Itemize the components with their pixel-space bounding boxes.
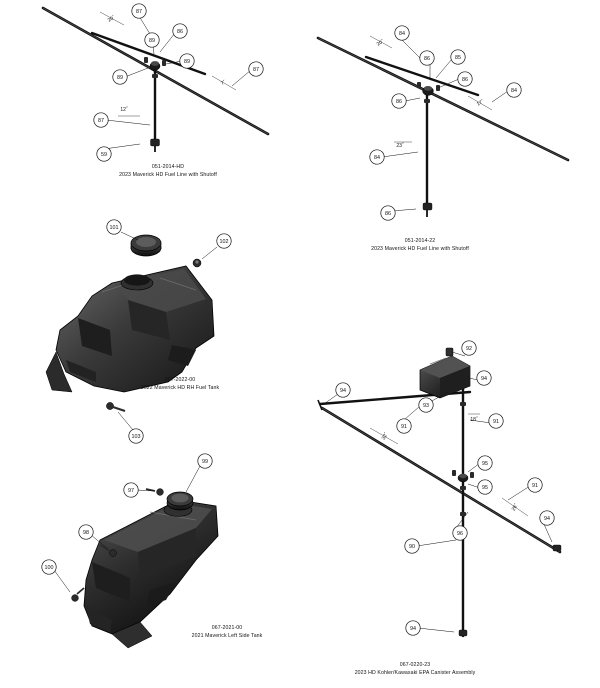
balloon-label: 87 <box>98 118 104 124</box>
balloon-90 <box>405 539 419 553</box>
balloon-label: 89 <box>149 38 155 44</box>
screw-part-100 <box>72 588 84 601</box>
assembly-epa-canister-graphic <box>318 348 561 636</box>
balloon-94 <box>336 383 350 397</box>
balloon-label: 91 <box>532 483 538 489</box>
balloon-label: 94 <box>544 516 550 522</box>
balloon-97 <box>124 483 138 497</box>
balloon-label: 99 <box>202 459 208 465</box>
balloon-86 <box>381 206 395 220</box>
balloon-label: 85 <box>455 55 461 61</box>
balloon-label: 96 <box>457 531 463 537</box>
balloon-87 <box>132 4 146 18</box>
part-title: 2023 Maverick HD Fuel Line with Shutoff <box>371 245 469 252</box>
balloon-98 <box>79 525 93 539</box>
fuel-cap-part <box>131 235 161 256</box>
balloon-label: 94 <box>340 388 346 394</box>
part-title: 2023 Maverick HD Fuel Line with Shutoff <box>119 171 217 178</box>
balloon-94 <box>477 371 491 385</box>
caption-epa-canister-assembly <box>335 662 495 677</box>
dimension-label: 20˝ <box>375 38 386 48</box>
dimension-label: 12˝ <box>120 107 128 113</box>
balloon-label: 84 <box>399 31 405 37</box>
caption-rh-fuel-tank <box>120 377 240 392</box>
balloon-86 <box>173 24 187 38</box>
part-number: 067-0220-23 <box>399 662 431 668</box>
balloon-95 <box>478 480 492 494</box>
balloon-label: 92 <box>466 346 472 352</box>
balloon-label: 86 <box>396 99 402 105</box>
balloon-87 <box>249 62 263 76</box>
assembly-fuel-line-hd-shutoff-2-graphic <box>318 36 568 217</box>
balloon-label: 95 <box>482 461 488 467</box>
balloon-label: 86 <box>177 29 183 35</box>
balloon-101 <box>107 220 121 234</box>
assembly-fuel-line-hd-shutoff-1-graphic <box>43 8 268 152</box>
balloon-91 <box>528 478 542 492</box>
part-number: 051-2014-HD <box>151 164 185 170</box>
part-title: 2021 Maverick Left Side Tank <box>191 632 263 639</box>
balloon-86 <box>420 51 434 65</box>
balloon-label: 59 <box>101 152 107 158</box>
caption-fuel-line-hd-shutoff-2 <box>360 238 480 253</box>
part-title: 2023 HD Kohler/Kawasaki EPA Canister Assembly <box>354 669 476 676</box>
balloon-label: 89 <box>117 75 123 81</box>
balloon-label: 86 <box>424 56 430 62</box>
balloon-label: 97 <box>128 488 134 494</box>
balloon-label: 103 <box>131 434 141 440</box>
balloon-91 <box>489 414 503 428</box>
balloon-89 <box>113 70 127 84</box>
balloon-89 <box>180 54 194 68</box>
screw-part-102 <box>193 259 201 267</box>
balloon-label: 94 <box>410 626 416 632</box>
balloon-label: 91 <box>401 424 407 430</box>
balloon-label: 90 <box>409 544 415 550</box>
bolt-part-103 <box>106 402 125 411</box>
balloon-label: 101 <box>109 225 119 231</box>
balloon-label: 94 <box>481 376 487 382</box>
dimension-label: 20˝ <box>106 14 117 24</box>
dimension-label: 26˝ <box>510 502 520 513</box>
balloon-label: 89 <box>184 59 190 65</box>
balloon-93 <box>419 398 433 412</box>
balloon-label: 93 <box>423 403 429 409</box>
dimension-label: 7˝ <box>219 79 227 87</box>
balloon-label: 98 <box>83 530 89 536</box>
dimension-label: 32˝ <box>380 431 390 442</box>
balloon-92 <box>462 341 476 355</box>
balloon-84 <box>370 150 384 164</box>
balloon-label: 91 <box>493 419 499 425</box>
dimension-label: 17˝ <box>475 98 486 108</box>
assembly-rh-fuel-tank-graphic <box>46 232 217 430</box>
left-tank-cap-part <box>167 492 193 510</box>
part-title: 2022 Maverick HD RH Fuel Tank <box>140 384 220 391</box>
balloon-102 <box>217 234 231 248</box>
part-number: 067-2022-00 <box>164 377 196 383</box>
balloon-label: 102 <box>219 239 229 245</box>
balloon-86 <box>392 94 406 108</box>
balloon-85 <box>451 50 465 64</box>
balloon-84 <box>395 26 409 40</box>
dimension-label: 18˝ <box>470 417 478 423</box>
balloon-label: 100 <box>44 565 54 571</box>
balloon-99 <box>198 454 212 468</box>
balloon-91 <box>397 419 411 433</box>
balloon-label: 87 <box>253 67 259 73</box>
balloon-96 <box>453 526 467 540</box>
balloon-100 <box>42 560 56 574</box>
balloon-label: 84 <box>511 88 517 94</box>
part-number: 067-2021-00 <box>211 625 243 631</box>
balloon-95 <box>478 456 492 470</box>
balloon-84 <box>507 83 521 97</box>
balloon-94 <box>406 621 420 635</box>
balloon-103 <box>129 429 143 443</box>
caption-left-side-tank <box>167 625 287 640</box>
dimension-label: 23˝ <box>396 143 404 149</box>
balloon-89 <box>145 33 159 47</box>
balloon-label: 87 <box>136 9 142 15</box>
balloon-label: 84 <box>374 155 380 161</box>
balloon-86 <box>458 72 472 86</box>
balloon-label: 86 <box>385 211 391 217</box>
balloon-87 <box>94 113 108 127</box>
caption-fuel-line-hd-shutoff-1 <box>108 164 228 179</box>
screw-part-97 <box>146 489 163 496</box>
balloon-label: 95 <box>482 485 488 491</box>
balloon-94 <box>540 511 554 525</box>
balloon-label: 86 <box>462 77 468 83</box>
balloon-59 <box>97 147 111 161</box>
part-number: 051-2014-22 <box>404 238 436 244</box>
